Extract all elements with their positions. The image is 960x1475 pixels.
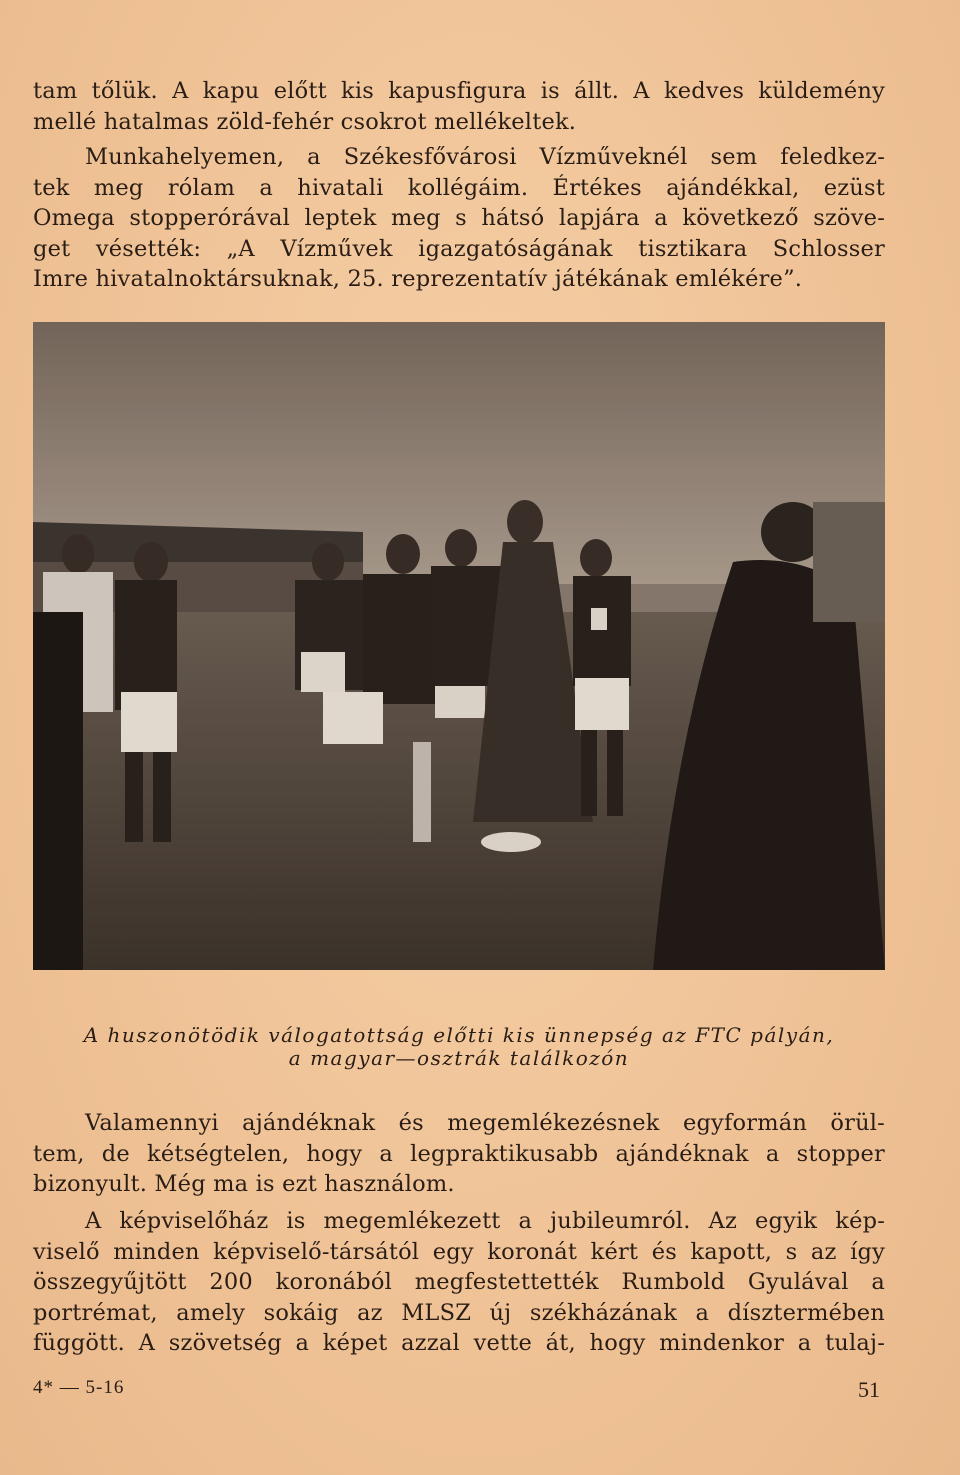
text-line: get vésették: „A Vízművek igazgatóságának tisztikara Schlosser xyxy=(33,235,885,262)
text-line: összegyűjtött 200 koronából megfestettették Rumbold Gyulával a xyxy=(33,1269,885,1295)
text-line: mellé hatalmas zöld-fehér csokrot mellékeltek. xyxy=(33,108,577,135)
photograph xyxy=(33,322,885,970)
text-line: portrémat, amely sokáig az MLSZ új székházának a dísztermében xyxy=(33,1299,885,1326)
page-number: 51 xyxy=(858,1377,880,1402)
text-line: tam tőlük. A kapu előtt kis kapusfigura is állt. A kedves küldemény xyxy=(33,78,885,104)
paragraph-1 xyxy=(33,76,885,137)
text-line: függött. A szövetség a képet azzal vette át, hogy mindenkor a tulaj- xyxy=(33,1330,885,1356)
photo-caption-line-2: a magyar—osztrák találkozón xyxy=(288,1046,630,1070)
paragraph-4 xyxy=(33,1206,885,1359)
paragraph-3 xyxy=(33,1108,885,1200)
printer-signature: 4* — 5-16 xyxy=(33,1377,125,1398)
text-line: Omega stopperórával leptek meg s hátsó lapjára a következő szöve- xyxy=(33,205,885,231)
paragraph-2 xyxy=(33,142,885,295)
text-line: Imre hivatalnoktársuknak, 25. reprezentatív játékának emlékére”. xyxy=(33,266,803,292)
photo-caption-line-1: A huszonötödik válogatottság előtti kis ünnepség az FTC pályán, xyxy=(83,1023,835,1047)
text-line: tem, de kétségtelen, hogy a legpraktikusabb ajándéknak a stopper xyxy=(33,1140,885,1167)
text-line: A képviselőház is megemlékezett a jubileumról. Az egyik kép- xyxy=(85,1208,885,1234)
photo-drawing xyxy=(33,322,885,970)
text-line: Valamennyi ajándéknak és megemlékezésnek egyformán örül- xyxy=(85,1110,885,1136)
text-line: Munkahelyemen, a Székesfővárosi Vízműveknél sem feledkez- xyxy=(85,144,885,170)
text-line: tek meg rólam a hivatali kollégáim. Értékes ajándékkal, ezüst xyxy=(33,174,885,201)
text-line: viselő minden képviselő-társától egy koronát kért és kapott, s az így xyxy=(33,1238,885,1265)
text-line: bizonyult. Még ma is ezt használom. xyxy=(33,1171,455,1197)
